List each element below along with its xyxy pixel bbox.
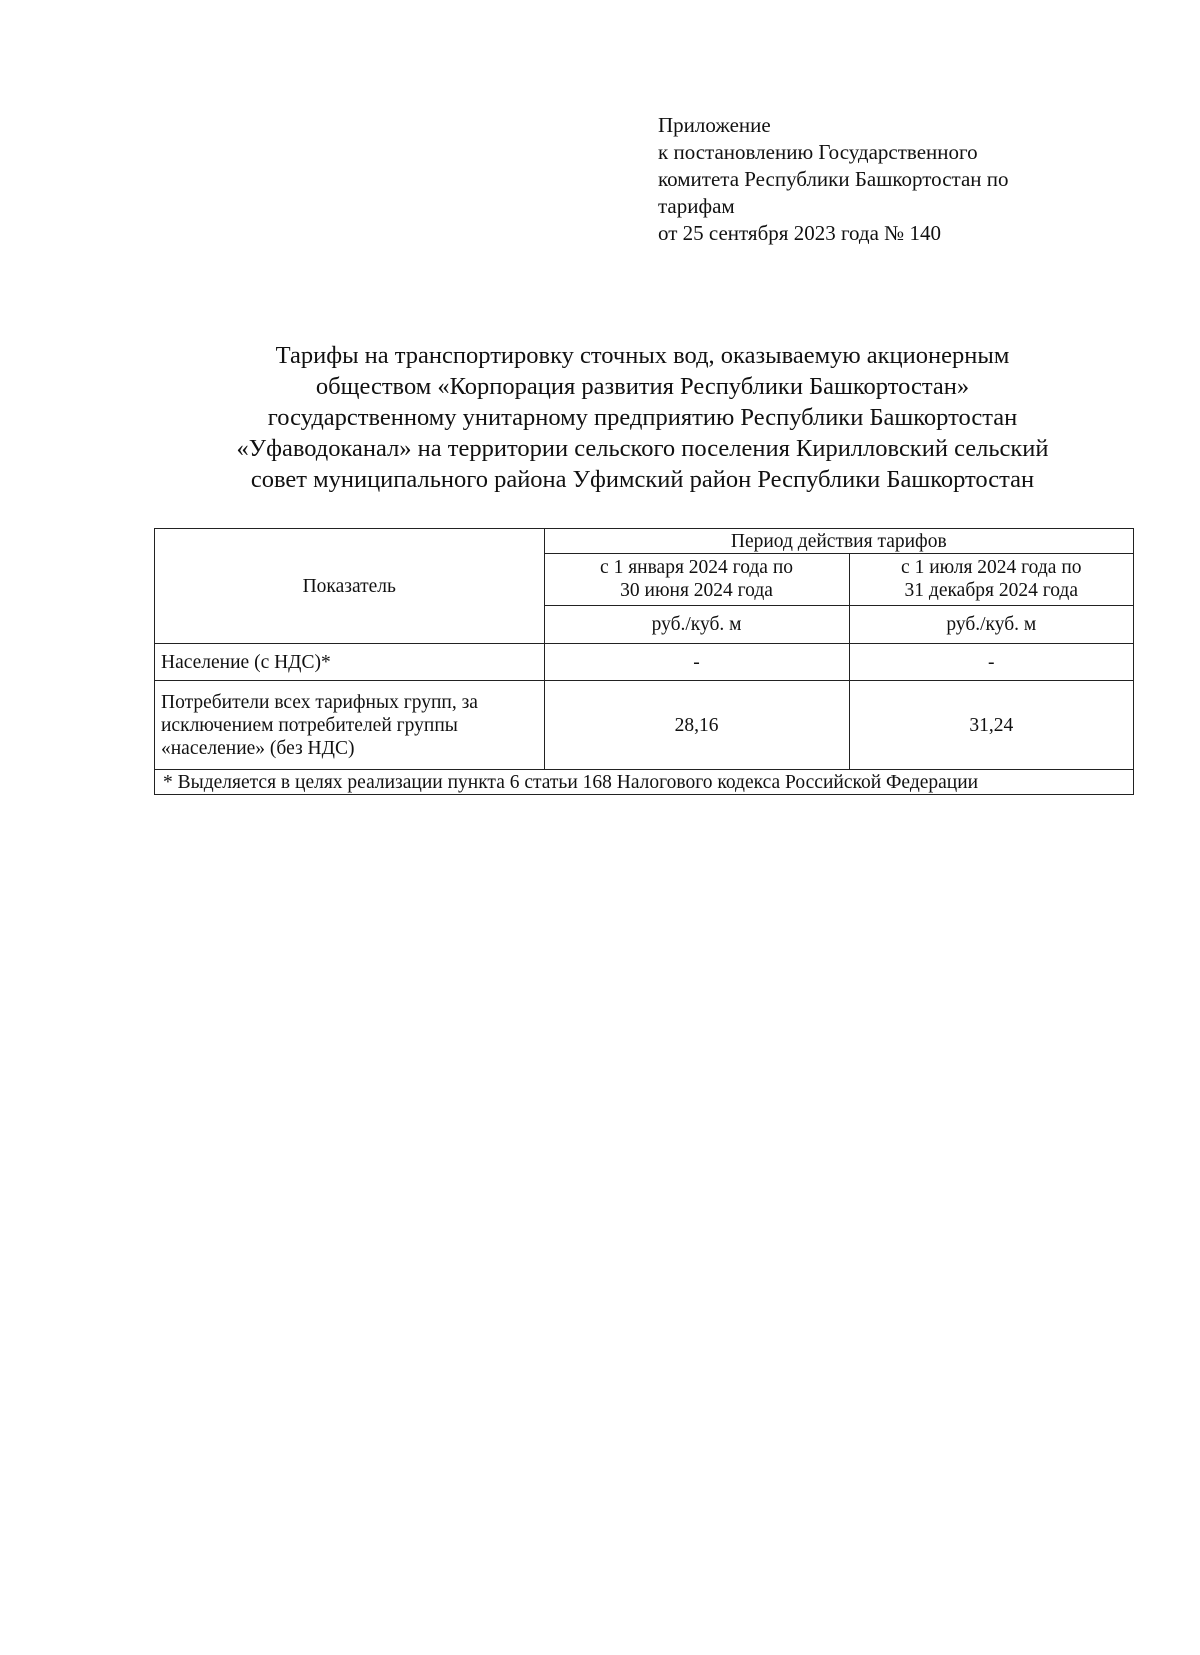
row-label-line: «население» (без НДС) bbox=[161, 737, 355, 759]
period-range-line: с 1 января 2024 года по bbox=[600, 557, 794, 579]
title-line: государственному унитарному предприятию Республики Башкортостан bbox=[267, 404, 1018, 431]
appendix-line: тарифам bbox=[658, 194, 735, 218]
tariff-value: 28,16 bbox=[544, 681, 849, 770]
unit-cell: руб./куб. м bbox=[849, 605, 1133, 643]
footnote-row bbox=[155, 770, 1134, 795]
tariff-value: - bbox=[544, 644, 849, 681]
document-title bbox=[150, 340, 1135, 495]
appendix-line: Приложение bbox=[658, 113, 771, 137]
period-range-line: 30 июня 2024 года bbox=[620, 580, 773, 602]
period-range-2 bbox=[849, 554, 1133, 605]
title-line: Тарифы на транспортировку сточных вод, оказываемую акционерным bbox=[275, 342, 1010, 369]
title-line: обществом «Корпорация развития Республики Башкортостан» bbox=[315, 373, 970, 400]
table-header-row bbox=[155, 529, 1134, 554]
appendix-line: от 25 сентября 2023 года № 140 bbox=[658, 221, 941, 245]
row-label-line: исключением потребителей группы bbox=[161, 714, 458, 736]
table-row bbox=[155, 681, 1134, 770]
appendix-line: комитета Республики Башкортостан по bbox=[658, 167, 1009, 191]
tariff-value: - bbox=[849, 644, 1133, 681]
table-row bbox=[155, 644, 1134, 681]
footnote: * Выделяется в целях реализации пункта 6 статьи 168 Налогового кодекса Российской Федерации bbox=[155, 770, 1134, 795]
period-range-line: с 1 июля 2024 года по bbox=[901, 557, 1082, 579]
period-header: Период действия тарифов bbox=[544, 529, 1133, 554]
period-range-1 bbox=[544, 554, 849, 605]
period-range-line: 31 декабря 2024 года bbox=[904, 580, 1078, 602]
indicator-header: Показатель bbox=[155, 529, 545, 644]
title-line: совет муниципального района Уфимский район Республики Башкортостан bbox=[250, 466, 1035, 493]
appendix-note bbox=[658, 112, 1098, 247]
tariff-value: 31,24 bbox=[849, 681, 1133, 770]
tariff-table bbox=[154, 528, 1134, 795]
row-label-line: Потребители всех тарифных групп, за bbox=[161, 691, 478, 713]
row-label: Население (с НДС)* bbox=[155, 644, 545, 681]
appendix-line: к постановлению Государственного bbox=[658, 140, 978, 164]
unit-cell: руб./куб. м bbox=[544, 605, 849, 643]
title-line: «Уфаводоканал» на территории сельского поселения Кирилловский сельский bbox=[236, 435, 1049, 462]
row-label bbox=[155, 681, 545, 770]
